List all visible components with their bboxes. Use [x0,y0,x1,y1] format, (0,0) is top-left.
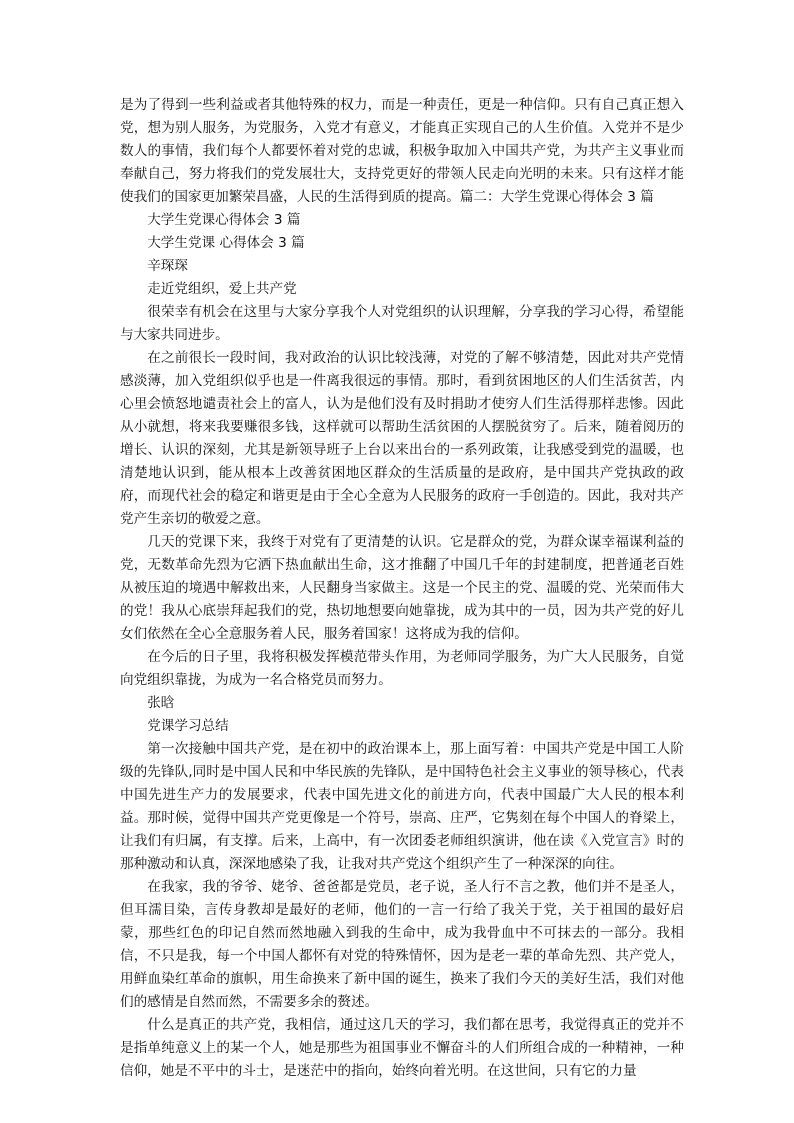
paragraph: 很荣幸有机会在这里与大家分享我个人对党组织的认识理解，分享我的学习心得，希望能与大家共同进步。 [120,304,684,343]
heading-line: 大学生党课 心得体会 3 篇 [147,235,305,251]
paragraph: 在之前很长一段时间，我对政治的认识比较浅薄，对党的了解不够清楚，因此对共产党情感淡薄，加入党组织似乎也是一件离我很远的事情。那时，看到贫困地区的人们生活贫苦，内心里会愤怒地谴责社会上的富人，认为是他们没有及时捐助才使穷人们生活得那样悲惨。因此从小就想，将来我要赚很多钱，这样就可以帮助生活贫困的人摆脱贫穷了。后来，随着阅历的增长、认识的深刻，尤其是新领导班子上台以来出台的一系列政策，让我感受到党的温暖，也清楚地认识到，能从根本上改善贫困地区群众的生活质量的是政府，是中国共产党执政的政府，而现代社会的稳定和谐更是由于全心全意为人民服务的政府一手创造的。因此，我对共产党产生亲切的敬爱之意。 [120,350,684,527]
author-name: 张晗 [147,695,175,711]
paragraph: 几天的党课下来，我终于对党有了更清楚的认识。它是群众的党，为群众谋幸福谋利益的党，无数革命先烈为它洒下热血献出生命，这才推翻了中国几千年的封建制度，把普通老百姓从被压迫的境遇中解救出来，人民翻身当家做主。这是一个民主的党、温暖的党、光荣而伟大的党！我从心底崇拜起我们的党，热切地想要向她靠拢，成为其中的一员，因为共产党的好儿女们依然在全心全意服务着人民，服务着国家！这将成为我的信仰。 [120,534,684,642]
paragraph: 在今后的日子里，我将积极发挥模范带头作用，为老师同学服务，为广大人民服务，自觉向党组织靠拢，为成为一名合格党员而努力。 [120,649,684,688]
section-title: 走近党组织，爱上共产党 [147,281,297,297]
paragraph: 在我家，我的爷爷、姥爷、爸爸都是党员，老子说，圣人行不言之教，他们并不是圣人，但耳濡目染，言传身教却是最好的老师，他们的一言一行给了我关于党，关于祖国的最好启蒙，那些红色的印记自然而然地融入到我的生命中，成为我骨血中不可抹去的一部分。我相信，不只是我，每一个中国人都怀有对党的特殊情怀，因为是老一辈的革命先烈、共产党人，用鲜血染红革命的旗帜，用生命换来了新中国的诞生，换来了我们今天的美好生活，我们对他们的感情是自然而然，不需要多余的赘述。 [120,879,684,1010]
paragraph: 什么是真正的共产党，我相信，通过这几天的学习，我们都在思考，我觉得真正的党并不是指单纯意义上的某一个人，她是那些为祖国事业不懈奋斗的人们所组合成的一种精神，一种信仰，她是不平中的斗士，是迷茫中的指向，始终向着光明。在这世间，只有它的力量 [120,1017,684,1079]
section-title: 党课学习总结 [147,718,229,734]
author-name: 辛琛琛 [147,258,188,274]
paragraph: 是为了得到一些利益或者其他特殊的权力，而是一种责任，更是一种信仰。只有自己真正想入党，想为别人服务，为党服务，入党才有意义，才能真正实现自己的人生价值。入党并不是少数人的事情，我们每个人都要怀着对党的忠诚，积极争取加入中国共产党，为共产主义事业而奉献自己，努力将我们的党发展壮大，支持党更好的带领人民走向光明的未来。只有这样才能使我们的国家更加繁荣昌盛，人民的生活得到质的提高。篇二：大学生党课心得体会 3 篇 [120,97,684,205]
paragraph: 第一次接触中国共产党，是在初中的政治课本上，那上面写着：中国共产党是中国工人阶级的先锋队,同时是中国人民和中华民族的先锋队，是中国特色社会主义事业的领导核心，代表中国先进生产力的发展要求，代表中国先进文化的前进方向，代表中国最广大人民的根本利益。那时候，觉得中国共产党更像是一个符号，崇高、庄严，它隽刻在每个中国人的脊梁上，让我们有归属，有支撑。后来，上高中，有一次团委老师组织演讲，他在读《入党宣言》时的那种激动和认真，深深地感染了我，让我对共产党这个组织产生了一种深深的向往。 [120,741,684,872]
heading-line: 大学生党课心得体会 3 篇 [147,212,301,228]
document-page [120,94,684,1083]
